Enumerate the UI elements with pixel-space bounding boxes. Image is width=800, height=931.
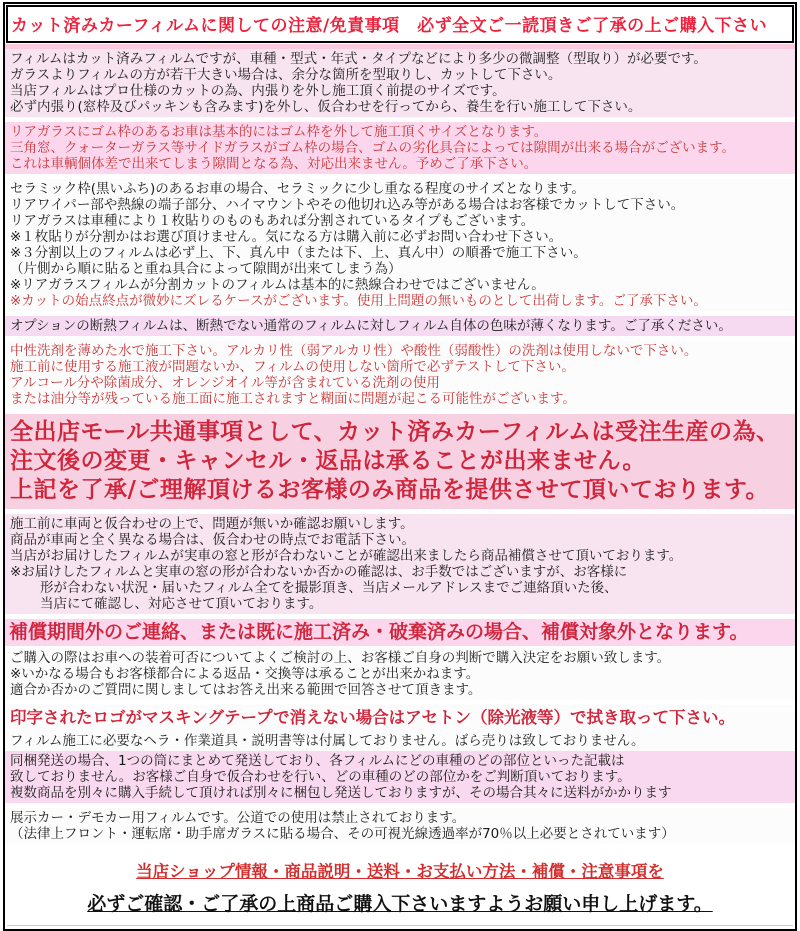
text-line: ※リアガラスフィルムが分割カットのフィルムは基本的に熱線合わせではございません。: [10, 277, 545, 293]
section-logo-removal: [5, 705, 795, 731]
section-detergent-warning: [5, 341, 795, 409]
text-line: 当店がお届けしたフィルムが実車の窓と形が合わないことが確認出来ましたら商品補償させて頂いております。: [10, 548, 683, 564]
footer-shop-info-line: 当店ショップ情報・商品説明・送料・お支払い方法・補償・注意事項を: [136, 862, 664, 881]
text-line: （法律上フロント・運転席・助手席ガラスに貼る場合、その可視光線透過率が70％以上必要とされています）: [10, 826, 675, 842]
text-line: ※３分割以上のフィルムは必ず上、下、真ん中（または下、上、真ん中）の順番で施工下さい。: [10, 245, 587, 261]
section-rubber-frame-warning: [5, 122, 795, 174]
section-insulation-film-note: [5, 316, 795, 336]
text-line-warning: ※カットの始点終点が微妙にズレるケースがございます。使用上問題の無いものとして出荷します。ご了承下さい。: [10, 293, 707, 309]
text-line: 適合か否かのご質問に関しましてはお答え出来る範囲で回答させて頂きます。: [10, 682, 482, 698]
text-line: 当店にて確認し、対応させて頂いております。: [40, 596, 323, 612]
text-line: 施工前に車両と仮合わせの上で、問題が無いか確認お願いします。: [10, 516, 414, 532]
section-pre-install-check: [5, 514, 795, 614]
text-line: 中性洗剤を薄めた水で施工下さい。アルカリ性（弱アルカリ性）や酸性（弱酸性）の洗剤は使用しないで下さい。: [10, 343, 698, 359]
page-title: カット済みカーフィルムに関しての注意/免責事項 必ず全文ご一読頂きご了承の上ご購入下さい: [6, 5, 794, 43]
section-no-tools-included: [5, 731, 795, 751]
text-line: リアワイパー部や熱線の端子部分、ハイマウントやその他切れ込み等がある場合はお客様でカットして下さい。: [10, 197, 685, 213]
bottom-divider: [7, 925, 793, 926]
text-line: アルコール分や除菌成分、オレンジオイル等が含まれている洗剤の使用: [10, 375, 440, 391]
text-line: 印字されたロゴがマスキングテープで消えない場合はアセトン（除光液等）で拭き取って下さい。: [10, 708, 736, 727]
text-line: 補償期間外のご連絡、または既に施工済み・破棄済みの場合、補償対象外となります。: [9, 621, 749, 643]
section-purchase-decision: [5, 648, 795, 700]
text-line: リアガラスにゴム枠のあるお車は基本的にはゴム枠を外して施工頂くサイズとなります。: [10, 124, 548, 140]
section-warranty-exclusion: [5, 619, 795, 646]
text-line: ガラスよりフィルムの方が若干大きい場合は、余分な箇所を型取りし、カットして下さい。: [10, 67, 562, 83]
text-line: 必ず内張り(窓枠及びパッキンも含みます)を外し、仮合わせを行ってから、養生を行い施工して下さい。: [10, 99, 642, 115]
section-fitting-adjustment: [5, 49, 795, 117]
text-line: （片側から順に貼ると重ね具合によって隙間が出来てしまう為）: [10, 261, 402, 277]
text-line: 三角窓、クォーターガラス等サイドガラスがゴム枠の場合、ゴムの劣化具合によっては隙間が出来る場合がございます。: [10, 140, 736, 156]
text-line: 形が合わない状況・届いたフィルム全てを撮影頂き、当店メールアドレスまでご連絡頂いた後、: [40, 580, 618, 596]
section-no-cancellation-notice: [5, 414, 795, 509]
text-line: 商品が車両と全く異なる場合は、仮合わせの時点でお電話下さい。: [10, 532, 415, 548]
text-line: セラミック枠(黒いふち)のあるお車の場合、セラミックに少し重なる程度のサイズとなります。: [10, 181, 585, 197]
text-line: リアガラスは車種により１枚貼りのものもあれば分割されているタイプもございます。: [10, 213, 535, 229]
text-line: オプションの断熱フィルムは、断熱でない通常のフィルムに対しフィルム自体の色味が薄くなります。ご了承ください。: [10, 318, 732, 334]
text-line: フィルムはカット済みフィルムですが、車種・型式・年式・タイプなどにより多少の微調整（型取り）が必要です。: [10, 51, 707, 67]
text-line: ※１枚貼りが分割かはお選び頂けません。気になる方は購入前に必ずお問い合わせ下さい。: [10, 229, 563, 245]
text-line: 当店フィルムはプロ仕様のカットの為、内張りを外し施工頂く前提のサイズです。: [10, 83, 506, 99]
footer-notice: [5, 849, 795, 922]
text-line: ※いかなる場合もお客様都合による返品・交換等は承ることが出来かねます。: [10, 666, 480, 682]
text-line: これは車輌個体差で出来てしまう隙間となる為、対応出来ません。予めご了承下さい。: [10, 156, 538, 172]
section-bundled-shipping: [5, 751, 795, 803]
text-line: 同梱発送の場合、1つの筒にまとめて発送しており、各フィルムにどの車種のどの部位といった記載は: [10, 753, 625, 769]
text-line: 注文後の変更・キャンセル・返品は承ることが出来ません。: [10, 448, 646, 474]
section-ceramic-split: [5, 179, 795, 311]
text-line: 全出店モール共通事項として、カット済みカーフィルムは受注生産の為、: [10, 419, 780, 445]
text-line: ご購入の際はお車への装着可否についてよくご検討の上、お客様ご自身の判断で購入決定をお願い致します。: [10, 650, 671, 666]
text-line: 致しておりません。お客様ご自身で仮合わせを行い、どの車種のどの部位かをご判断頂いております。: [10, 769, 631, 785]
text-line: または油分等が残っている施工面に施工されますと糊面に問題が起こる可能性がございます。: [10, 391, 576, 407]
text-line: 施工前に使用する施工液が問題ないか、フィルムの使用しない箇所で必ずテストして下さい。: [10, 359, 575, 375]
footer-confirm-line: 必ずご確認・ご了承の上商品ご購入下さいますようお願い申し上げます。: [87, 893, 713, 915]
text-line: フィルム施工に必要なヘラ・作業道具・説明書等は付属しておりません。ばら売りは致しておりません。: [10, 733, 645, 749]
text-line: ※お届けしたフィルムと実車の窓の形が合わないか否かの確認は、お手数ではございますが、お客様に: [10, 564, 628, 580]
text-line: 複数商品を別々に購入手続して頂ければ別々に梱包し発送しておりますが、その場合其々に送料がかかります: [10, 785, 672, 801]
text-line: 展示カー・デモカー用フィルムです。公道での使用は禁止されております。: [10, 810, 466, 826]
section-display-car-only: [5, 808, 795, 844]
notice-page: [3, 2, 797, 931]
text-line: 上記を了承/ご理解頂けるお客様のみ商品を提供させて頂いております。: [10, 477, 770, 503]
